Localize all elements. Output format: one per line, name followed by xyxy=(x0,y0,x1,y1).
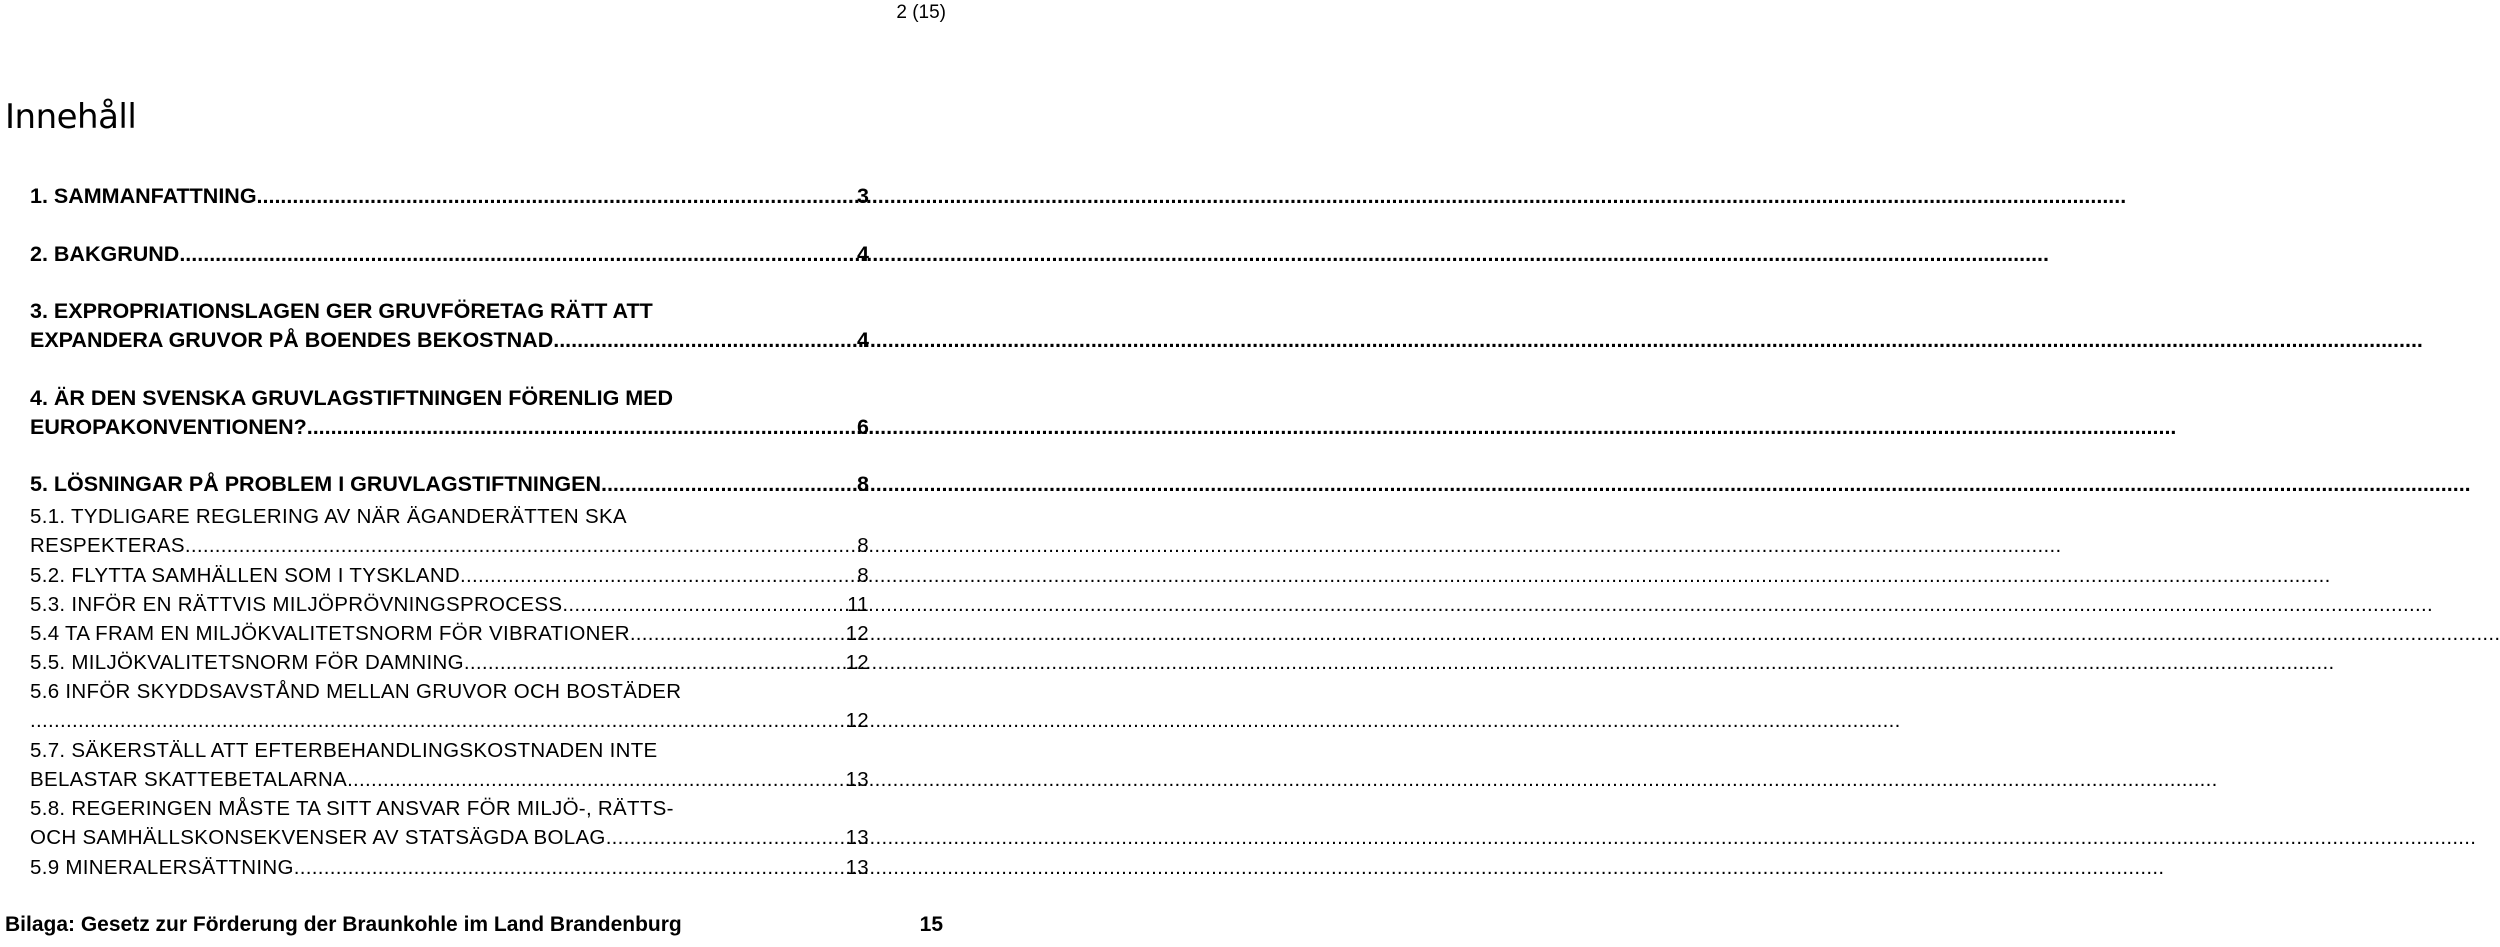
toc-entry-page: 13 xyxy=(845,826,869,849)
toc-entry-title: 5.6 INFÖR SKYDDSAVSTÅND MELLAN GRUVOR OCH BOSTÄDER xyxy=(30,680,682,703)
toc-entry-page: 13 xyxy=(845,856,869,879)
toc-entry-title: EUROPAKONVENTIONEN?. xyxy=(30,415,313,439)
toc-dot-leader xyxy=(263,181,854,211)
toc-entry-title: 5.4 TA FRAM EN MILJÖKVALITETSNORM FÖR VIBRATIONER xyxy=(30,622,630,645)
toc-dot-leader xyxy=(606,823,842,853)
toc-entry[interactable] xyxy=(30,239,869,269)
toc-entry[interactable] xyxy=(30,561,869,591)
toc-dot-leader xyxy=(313,412,853,442)
toc-entry[interactable] xyxy=(30,853,869,883)
toc-entry[interactable] xyxy=(30,648,869,678)
toc-entry[interactable] xyxy=(30,706,869,736)
page-number: 2 (15) xyxy=(896,2,946,23)
toc-dot-leader xyxy=(460,561,853,591)
toc-entry-title: 4. ÄR DEN SVENSKA GRUVLAGSTIFTNINGEN FÖRENLIG MED xyxy=(30,386,674,410)
toc-entry-page: 12 xyxy=(845,651,869,674)
toc-entry-title: BELASTAR SKATTEBETALARNA xyxy=(30,768,348,791)
toc-entry[interactable] xyxy=(30,412,869,442)
toc-entry-title: 5. LÖSNINGAR PÅ PROBLEM I GRUVLAGSTIFTNINGEN. xyxy=(30,472,607,496)
toc-entry-title: OCH SAMHÄLLSKONSEKVENSER AV STATSÄGDA BOLAG xyxy=(30,826,606,849)
toc-entry-title: 5.2. FLYTTA SAMHÄLLEN SOM I TYSKLAND xyxy=(30,564,461,587)
toc-entry-title: 2. BAKGRUND. xyxy=(30,242,186,266)
table-of-contents xyxy=(0,0,960,947)
toc-entry[interactable] xyxy=(30,823,869,853)
toc-dot-leader xyxy=(607,469,853,499)
toc-entry-title: 5.8. REGERINGEN MÅSTE TA SITT ANSVAR FÖR MILJÖ-, RÄTTS- xyxy=(30,797,674,820)
toc-entry[interactable] xyxy=(30,296,869,326)
toc-entry[interactable] xyxy=(30,383,869,413)
toc-dot-leader xyxy=(630,619,842,649)
toc-dot-leader xyxy=(347,765,842,795)
toc-entry-page: 12 xyxy=(845,622,869,645)
appendix-entry[interactable] xyxy=(5,910,943,940)
toc-entry-page: 8 xyxy=(857,564,869,587)
toc-entry-page: 8 xyxy=(857,534,869,557)
toc-heading: Innehåll xyxy=(5,97,137,137)
toc-entry-title: 5.3. INFÖR EN RÄTTVIS MILJÖPRÖVNINGSPROCESS xyxy=(30,593,563,616)
toc-entry-title: 5.5. MILJÖKVALITETSNORM FÖR DAMNING xyxy=(30,651,464,674)
toc-entry-title: 1. SAMMANFATTNING. xyxy=(30,184,263,208)
toc-entry-title: RESPEKTERAS. xyxy=(30,534,191,557)
toc-dot-leader xyxy=(191,531,853,561)
appendix-title: Bilaga: Gesetz zur Förderung der Braunkohle im Land Brandenburg xyxy=(5,913,682,936)
toc-entry[interactable] xyxy=(30,677,869,707)
toc-entry-title: 5.9 MINERALERSÄTTNING xyxy=(30,856,294,879)
toc-entry[interactable] xyxy=(30,590,869,620)
toc-dot-leader xyxy=(464,648,842,678)
toc-entry[interactable] xyxy=(30,531,869,561)
toc-entry-page: 6 xyxy=(857,415,869,439)
toc-dot-leader xyxy=(30,706,842,736)
toc-entry[interactable] xyxy=(30,502,869,532)
toc-entry-title: EXPANDERA GRUVOR PÅ BOENDES BEKOSTNAD. xyxy=(30,328,560,352)
toc-entry[interactable] xyxy=(30,619,869,649)
toc-entry-title: 5.7. SÄKERSTÄLL ATT EFTERBEHANDLINGSKOSTNADEN INTE xyxy=(30,739,658,762)
toc-entry-title: 5.1. TYDLIGARE REGLERING AV NÄR ÄGANDERÄTTEN SKA xyxy=(30,505,627,528)
toc-entry[interactable] xyxy=(30,765,869,795)
appendix-page: 15 xyxy=(919,913,943,936)
toc-entry-page: 3 xyxy=(857,184,869,208)
toc-entry[interactable] xyxy=(30,736,869,766)
toc-dot-leader xyxy=(562,590,843,620)
toc-entry-page: 13 xyxy=(845,768,869,791)
toc-entry-page: 4 xyxy=(857,328,869,352)
toc-entry[interactable] xyxy=(30,469,869,499)
toc-dot-leader xyxy=(185,239,853,269)
toc-entry-page: 8 xyxy=(857,472,869,496)
toc-entry[interactable] xyxy=(30,794,869,824)
toc-entry[interactable] xyxy=(30,325,869,355)
toc-entry-page: 4 xyxy=(857,242,869,266)
toc-entry[interactable] xyxy=(30,181,869,211)
toc-dot-leader xyxy=(559,325,853,355)
toc-entry-page: 11 xyxy=(847,593,869,616)
toc-entry-title: 3. EXPROPRIATIONSLAGEN GER GRUVFÖRETAG RÄTT ATT xyxy=(30,299,653,323)
toc-dot-leader xyxy=(294,853,842,883)
toc-entry-page: 12 xyxy=(845,709,869,732)
